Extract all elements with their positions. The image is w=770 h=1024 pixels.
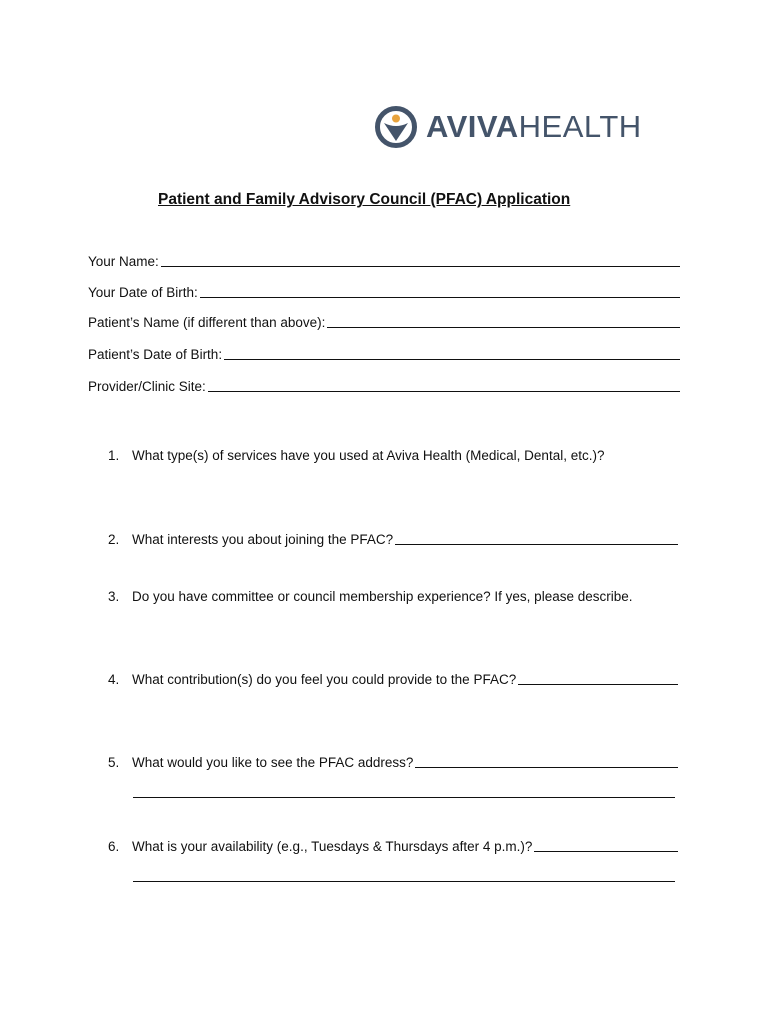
your-dob-label: Your Date of Birth: [88, 285, 198, 300]
logo-brand-bold: AVIVA [426, 109, 519, 144]
question-6-extra-line[interactable] [133, 881, 675, 882]
question-4-text: What contribution(s) do you feel you could provide to the PFAC? [132, 672, 517, 687]
patient-dob-field[interactable] [88, 347, 680, 362]
question-3 [108, 589, 633, 604]
question-5-extra-line[interactable] [133, 797, 675, 798]
question-2[interactable] [108, 532, 678, 547]
question-2-number: 2. [108, 532, 120, 547]
patient-name-field[interactable] [88, 315, 680, 330]
patient-dob-label: Patient’s Date of Birth: [88, 347, 223, 362]
your-dob-line[interactable] [200, 296, 680, 298]
provider-site-field[interactable] [88, 379, 680, 394]
aviva-person-circle-icon [374, 105, 418, 149]
your-name-label: Your Name: [88, 254, 159, 269]
question-1-text: What type(s) of services have you used at Aviva Health (Medical, Dental, etc.)? [132, 448, 605, 463]
question-6-number: 6. [108, 839, 120, 854]
provider-site-line[interactable] [208, 390, 680, 392]
page-title: Patient and Family Advisory Council (PFAC) Application [158, 191, 571, 208]
question-4-number: 4. [108, 672, 120, 687]
question-4-line[interactable] [518, 683, 678, 685]
question-5-line[interactable] [415, 766, 678, 768]
patient-name-line[interactable] [327, 326, 680, 328]
question-5[interactable] [108, 755, 678, 770]
your-name-line[interactable] [161, 265, 680, 267]
logo-brand-light: HEALTH [518, 109, 642, 144]
question-6-line[interactable] [534, 850, 678, 852]
question-2-text: What interests you about joining the PFAC? [132, 532, 394, 547]
question-2-line[interactable] [395, 543, 678, 545]
patient-dob-line[interactable] [224, 358, 680, 360]
question-4[interactable] [108, 672, 678, 687]
logo-wordmark [426, 109, 642, 145]
question-3-text: Do you have committee or council membership experience? If yes, please describe. [132, 589, 633, 604]
question-6-text: What is your availability (e.g., Tuesdays & Thursdays after 4 p.m.)? [132, 839, 533, 854]
question-3-number: 3. [108, 589, 120, 604]
question-6[interactable] [108, 839, 678, 854]
question-5-number: 5. [108, 755, 120, 770]
your-dob-field[interactable] [88, 285, 680, 300]
question-1-number: 1. [108, 448, 120, 463]
patient-name-label: Patient’s Name (if different than above): [88, 315, 326, 330]
question-5-text: What would you like to see the PFAC address? [132, 755, 414, 770]
provider-site-label: Provider/Clinic Site: [88, 379, 206, 394]
your-name-field[interactable] [88, 254, 680, 269]
question-1 [108, 448, 604, 463]
aviva-health-logo [374, 104, 642, 150]
